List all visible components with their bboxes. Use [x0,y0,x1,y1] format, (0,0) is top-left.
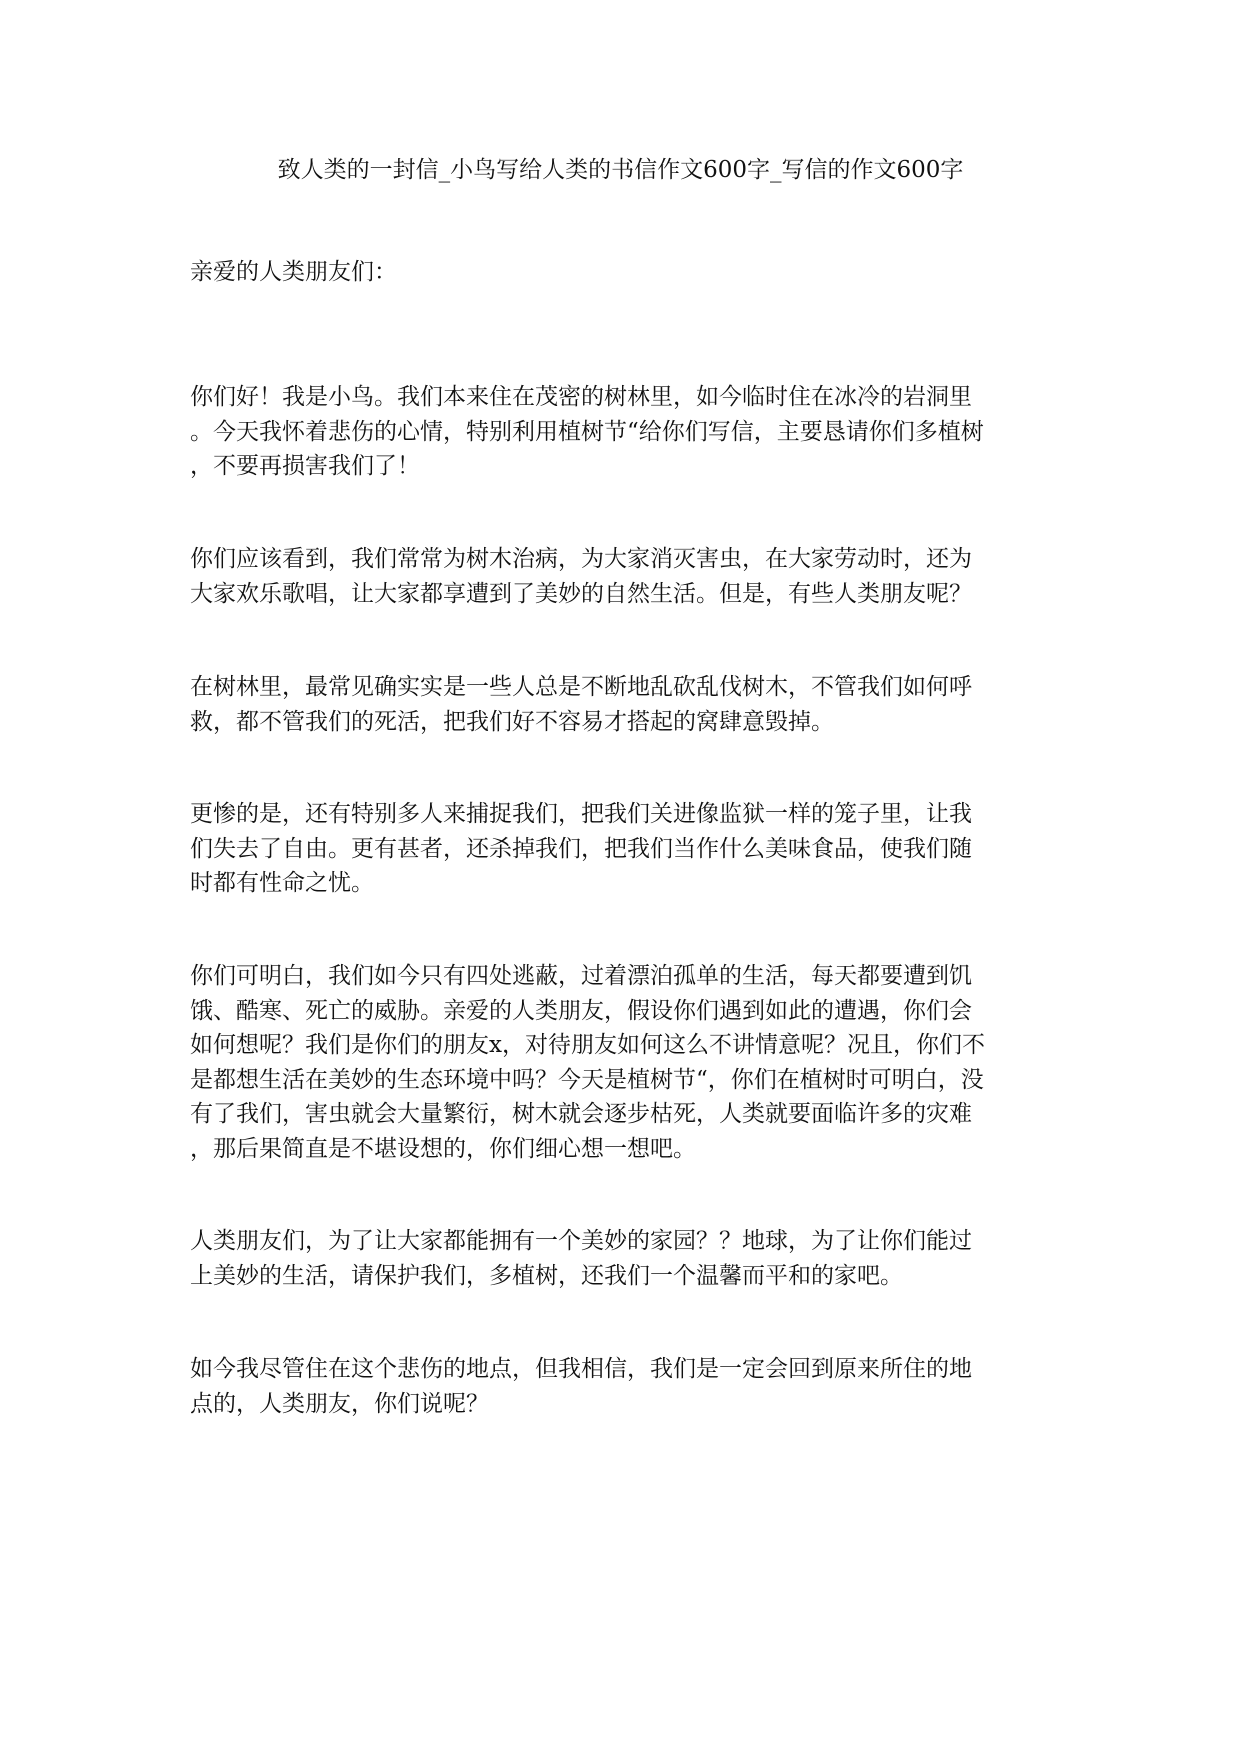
paragraph-line: 大家欢乐歌唱，让大家都享遭到了美妙的自然生活。但是，有些人类朋友呢？ [190,580,972,607]
paragraph-line: 如何想呢？我们是你们的朋友x，对待朋友如何这么不讲情意呢？况且，你们不 [190,1032,985,1058]
paragraph-line: 时都有性命之忧。 [190,870,374,896]
document-title: 致人类的一封信_小鸟写给人类的书信作文600字_写信的作文600字 [277,157,964,183]
paragraph-line: 你们好！我是小鸟。我们本来住在茂密的树林里，如今临时住在冰冷的岩洞里 [190,384,972,410]
paragraph-line: ，那后果简直是不堪设想的，你们细心想一想吧。 [190,1135,696,1162]
paragraph-line: 如今我尽管住在这个悲伤的地点，但我相信，我们是一定会回到原来所住的地 [190,1356,972,1382]
paragraph-line: 更惨的是，还有特别多人来捕捉我们，把我们关进像监狱一样的笼子里，让我 [190,801,972,827]
paragraph-line: 们失去了自由。更有甚者，还杀掉我们，把我们当作什么美味食品，使我们随 [190,835,972,862]
paragraph-line: 上美妙的生活，请保护我们，多植树，还我们一个温馨而平和的家吧。 [190,1262,903,1289]
paragraph [190,380,1056,484]
paragraph-line: 有了我们，害虫就会大量繁衍，树木就会逐步枯死，人类就要面临许多的灾难 [190,1101,972,1127]
paragraph-line: 饿、酷寒、死亡的威胁。亲爱的人类朋友，假设你们遇到如此的遭遇，你们会 [190,997,972,1024]
paragraph-line: 在树林里，最常见确实实是一些人总是不断地乱砍乱伐树木，不管我们如何呼 [190,674,972,700]
paragraph [190,959,1056,1166]
paragraph-line: 点的，人类朋友，你们说呢？ [190,1390,489,1417]
paragraph [190,542,1056,611]
paragraph [190,1224,1056,1293]
paragraph [190,670,1056,739]
paragraph-line: ，不要再损害我们了！ [190,453,420,479]
paragraph-line: 你们可明白，我们如今只有四处逃蔽，过着漂泊孤单的生活，每天都要遭到饥 [190,963,972,989]
salutation: 亲爱的人类朋友们： [190,259,397,285]
paragraph [190,1352,1056,1421]
paragraph [190,797,1056,901]
paragraph-line: 是都想生活在美妙的生态环境中吗？今天是植树节“，你们在植树时可明白，没 [190,1066,984,1093]
paragraph-line: 。今天我怀着悲伤的心情，特别利用植树节“给你们写信，主要恳请你们多植树 [190,418,984,445]
paragraph-line: 救，都不管我们的死活，把我们好不容易才搭起的窝肆意毁掉。 [190,708,834,735]
paragraph-line: 你们应该看到，我们常常为树木治病，为大家消灭害虫，在大家劳动时，还为 [190,546,972,572]
paragraph-line: 人类朋友们，为了让大家都能拥有一个美妙的家园？？地球，为了让你们能过 [190,1228,972,1254]
